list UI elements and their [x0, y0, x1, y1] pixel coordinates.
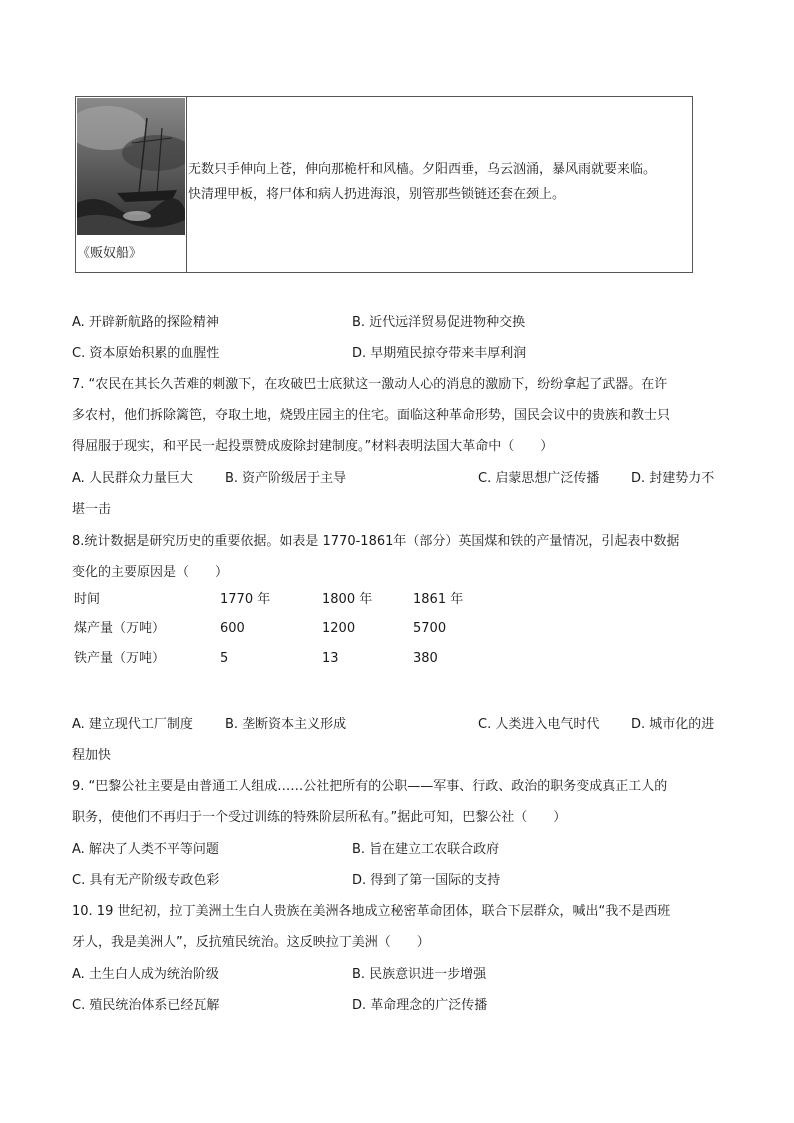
- q10-stem-line-1: 10. 19 世纪初，拉丁美洲土生白人贵族在美洲各地成立秘密革命团体，联合下层群众，喊出“我不是西班: [72, 904, 671, 919]
- table-cell-coal-1800: 1200: [322, 621, 356, 636]
- q8-option-b[interactable]: B. 垄断资本主义形成: [225, 717, 347, 732]
- table-header-1800: 1800 年: [322, 592, 373, 607]
- q9-option-a[interactable]: A. 解决了人类不平等问题: [72, 842, 219, 857]
- box-divider: [186, 97, 187, 272]
- q10-stem-line-2: 牙人，我是美洲人”，反抗殖民统治。这反映拉丁美洲（ ）: [72, 935, 430, 950]
- q7-stem-line-3: 得屈服于现实，和平民一起投票赞成废除封建制度。”材料表明法国大革命中（ ）: [72, 439, 554, 454]
- q8-option-c[interactable]: C. 人类进入电气时代: [478, 717, 600, 732]
- painting-image: [77, 98, 185, 235]
- q10-option-d[interactable]: D. 革命理念的广泛传播: [352, 998, 488, 1013]
- q7-option-c[interactable]: C. 启蒙思想广泛传播: [478, 471, 600, 486]
- q7-option-b[interactable]: B. 资产阶级居于主导: [225, 471, 347, 486]
- table-cell-coal-1861: 5700: [413, 621, 447, 636]
- q9-option-d[interactable]: D. 得到了第一国际的支持: [352, 873, 501, 888]
- q8-option-d-continued: 程加快: [72, 748, 112, 763]
- q8-option-d[interactable]: D. 城市化的进: [631, 717, 715, 732]
- q6-option-a[interactable]: A. 开辟新航路的探险精神: [72, 315, 219, 330]
- q7-option-d[interactable]: D. 封建势力不: [631, 471, 715, 486]
- q7-stem-line-2: 多农村，他们拆除篱笆，夺取土地，烧毁庄园主的住宅。面临这种革命形势，国民会议中的贵族和教士只: [72, 408, 671, 423]
- table-header-time: 时间: [74, 592, 101, 607]
- q6-option-d[interactable]: D. 早期殖民掠夺带来丰厚利润: [352, 346, 527, 361]
- poem-line-2: 快清理甲板，将尸体和病人扔进海浪，别管那些锁链还套在颈上。: [188, 187, 566, 202]
- q8-stem-line-2: 变化的主要原因是（ ）: [72, 565, 229, 580]
- table-cell-iron-1800: 13: [322, 651, 339, 666]
- slave-ship-painting: [77, 98, 185, 235]
- table-header-1770: 1770 年: [220, 592, 271, 607]
- table-cell-coal-1770: 600: [220, 621, 245, 636]
- q7-stem-line-1: 7. “农民在其长久苦难的刺激下，在攻破巴士底狱这一激动人心的消息的激励下，纷纷拿起了武器。在许: [72, 377, 668, 392]
- q7-option-a[interactable]: A. 人民群众力量巨大: [72, 471, 193, 486]
- q10-option-c[interactable]: C. 殖民统治体系已经瓦解: [72, 998, 220, 1013]
- q6-option-c[interactable]: C. 资本原始积累的血腥性: [72, 346, 220, 361]
- table-row-coal-label: 煤产量（万吨）: [74, 621, 166, 636]
- q7-option-d-continued: 堪一击: [72, 502, 112, 517]
- table-row-iron-label: 铁产量（万吨）: [74, 651, 166, 666]
- q10-option-a[interactable]: A. 土生白人成为统治阶级: [72, 967, 219, 982]
- q8-stem-line-1: 8.统计数据是研究历史的重要依据。如表是 1770-1861年（部分）英国煤和铁的产量情况，引起表中数据: [72, 534, 680, 549]
- q9-stem-line-2: 职务，使他们不再归于一个受过训练的特殊阶层所私有。”据此可知，巴黎公社（ ）: [72, 810, 567, 825]
- poem-line-1: 无数只手伸向上苍，伸向那桅杆和风樯。夕阳西垂，乌云汹涌，暴风雨就要来临。: [188, 162, 657, 177]
- q6-option-b[interactable]: B. 近代远洋贸易促进物种交换: [352, 315, 526, 330]
- q9-stem-line-1: 9. “巴黎公社主要是由普通工人组成……公社把所有的公职——军事、行政、政治的职务变成真正工人的: [72, 779, 668, 794]
- table-header-1861: 1861 年: [413, 592, 464, 607]
- table-cell-iron-1770: 5: [220, 651, 229, 666]
- q10-option-b[interactable]: B. 民族意识进一步增强: [352, 967, 487, 982]
- painting-caption: 《贩奴船》: [77, 246, 143, 261]
- q9-option-c[interactable]: C. 具有无产阶级专政色彩: [72, 873, 220, 888]
- table-cell-iron-1861: 380: [413, 651, 438, 666]
- q9-option-b[interactable]: B. 旨在建立工农联合政府: [352, 842, 500, 857]
- q8-option-a[interactable]: A. 建立现代工厂制度: [72, 717, 193, 732]
